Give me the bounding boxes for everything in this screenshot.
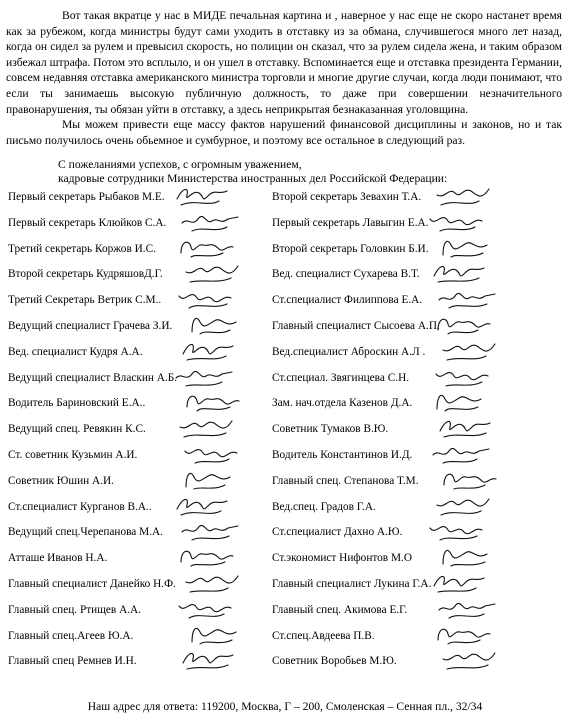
- handwritten-signature: [175, 185, 237, 209]
- handwritten-signature: [430, 211, 492, 235]
- handwritten-signature: [181, 649, 243, 673]
- signatory-name: Второй секретарь Зевахин Т.А.: [272, 191, 422, 203]
- handwritten-signature: [178, 417, 240, 441]
- signatory-name: Советник Тумаков В.Ю.: [272, 423, 389, 436]
- handwritten-signature: [185, 443, 247, 467]
- signatory-name: Главный спец Ремнев И.Н.: [8, 655, 137, 668]
- handwritten-signature: [431, 391, 493, 415]
- handwritten-signature: [439, 288, 501, 312]
- signatory-name: Водитель Бариновский Е.А..: [8, 397, 146, 410]
- signatory-name: Зам. нач.отдела Казенов Д.А.: [272, 397, 413, 410]
- paragraph-2: Мы можем привести еще массу фактов нарушений финансовой дисциплины и законов, но и так письмо получилось очень обьемное и сумбурное, и поэтому все остальное в следующий раз.: [6, 118, 562, 147]
- handwritten-signature: [176, 366, 238, 390]
- signatory-name: Ст.специалист Филиппова Е.А.: [272, 294, 423, 307]
- letter-body: [6, 8, 562, 148]
- handwritten-signature: [180, 469, 242, 493]
- signatory-name: Ст.специалист Дахно А.Ю.: [272, 526, 403, 539]
- handwritten-signature: [177, 546, 239, 570]
- signatory-name: Ст.спец.Авдеева П.В.: [272, 629, 375, 642]
- handwritten-signature: [434, 314, 496, 338]
- signatory-name: Главный спец. Ртищев А.А.: [8, 603, 142, 616]
- handwritten-signature: [182, 211, 244, 235]
- closing-signed-by: кадровые сотрудники Министерства иностранных дел Российской Федерации:: [58, 172, 448, 185]
- signatory-name: Главный специалист Лукина Г.А.: [272, 578, 432, 590]
- signatory-name: Ст.специал. Звягинцева С.Н.: [272, 371, 410, 384]
- signatory-name: Водитель Константинов И.Д.: [272, 449, 413, 461]
- signatory-name: Атташе Иванов Н.А.: [8, 552, 108, 565]
- paragraph-1: Вот такая вкратце у нас в МИДЕ печальная картина и , наверное у нас еще не скоро настанет время как за рубежом, когда министры будут сами уходить в отставку из за обмана, случившегося много лет назад, когда он сидел за рулем и превысил скорость, но полиции он сказал, что за рулем сидела жена, и таким образом избежал штрафа. Потом это всплыло, и он ушел в отставку. Вспоминается еще и отставка президента Германии, совсем недавняя отставка американского министра торговли и многие другие случаи, когда люди понимают, что если ты занимаешь высокую публичную должность, то даже при совершении незначительного правонарушения, ты обязан уйти в отставку, а здесь неприкрытая безнаказанная уголовщина.: [6, 9, 562, 116]
- signatory-name: Третий секретарь Коржов И.С.: [8, 242, 156, 255]
- handwritten-signature: [437, 546, 499, 570]
- handwritten-signature: [435, 185, 497, 209]
- signatory-name: Ведущий специалист Грачева З.И.: [8, 320, 173, 332]
- handwritten-signature: [182, 520, 244, 544]
- signatory-name: Ст. советник Кузьмин А.И.: [8, 449, 138, 461]
- closing-wishes: С пожеланиями успехов, с огромным уважением,: [58, 158, 302, 171]
- handwritten-signature: [432, 262, 494, 286]
- signatory-name: Главный специалист Данейко Н.Ф.: [8, 578, 176, 590]
- handwritten-signature: [183, 391, 245, 415]
- handwritten-signature: [430, 520, 492, 544]
- signatory-name: Первый секретарь Лавыгин Е.А.: [272, 216, 429, 229]
- signatory-name: Второй секретарь КудряшовД.Г.: [8, 268, 163, 281]
- signatory-name: Вед. специалист Кудря А.А.: [8, 345, 143, 358]
- handwritten-signature: [434, 624, 496, 648]
- handwritten-signature: [437, 237, 499, 261]
- handwritten-signature: [441, 649, 503, 673]
- handwritten-signature: [175, 495, 237, 519]
- handwritten-signature: [435, 495, 497, 519]
- handwritten-signature: [177, 237, 239, 261]
- handwritten-signature: [440, 469, 502, 493]
- handwritten-signature: [181, 340, 243, 364]
- signatory-name: Советник Воробьев М.Ю.: [272, 655, 397, 668]
- signatory-name: Третий Секретарь Ветрик С.М..: [8, 294, 162, 307]
- signatory-name: Ст.специалист Курганов В.А..: [8, 500, 152, 513]
- signatory-name: Вед.спец. Градов Г.А.: [272, 500, 376, 513]
- signatory-name: Вед. специалист Сухарева В.Т.: [272, 268, 420, 281]
- handwritten-signature: [439, 598, 501, 622]
- signatory-name: Советник Юшин А.И.: [8, 474, 114, 487]
- handwritten-signature: [432, 572, 494, 596]
- signatory-name: Главный спец.Агеев Ю.А.: [8, 629, 134, 642]
- signatory-name: Главный спец. Акимова Е.Г.: [272, 603, 408, 616]
- signatory-name: Второй секретарь Головкин Б.И.: [272, 242, 429, 255]
- signatory-name: Главный специалист Сысоева А.П.: [272, 320, 440, 332]
- signatory-name: Ведущий спец.Черепанова М.А.: [8, 526, 164, 539]
- handwritten-signature: [179, 598, 241, 622]
- handwritten-signature: [441, 340, 503, 364]
- handwritten-signature: [184, 572, 246, 596]
- reply-address: Наш адрес для ответа: 119200, Москва, Г – 200, Смоленская – Сенная пл., 32/34: [87, 700, 483, 713]
- handwritten-signature: [436, 366, 498, 390]
- handwritten-signature: [186, 624, 248, 648]
- signatory-name: Главный спец. Степанова Т.М.: [272, 474, 419, 487]
- signatory-name: Первый секретарь Клюйков С.А.: [8, 216, 167, 229]
- signatory-name: Вед.специалист Аброскин А.Л .: [272, 345, 426, 358]
- handwritten-signature: [184, 262, 246, 286]
- handwritten-signature: [186, 314, 248, 338]
- handwritten-signature: [438, 417, 500, 441]
- signatory-name: Первый секретарь Рыбаков М.Е.: [8, 191, 165, 203]
- signatory-name: Ст.экономист Нифонтов М.О: [272, 552, 412, 565]
- signatory-name: Ведущий специалист Власкин А.Б.: [8, 371, 178, 384]
- handwritten-signature: [433, 443, 495, 467]
- signatory-name: Ведущий спец. Ревякин К.С.: [8, 423, 146, 436]
- handwritten-signature: [179, 288, 241, 312]
